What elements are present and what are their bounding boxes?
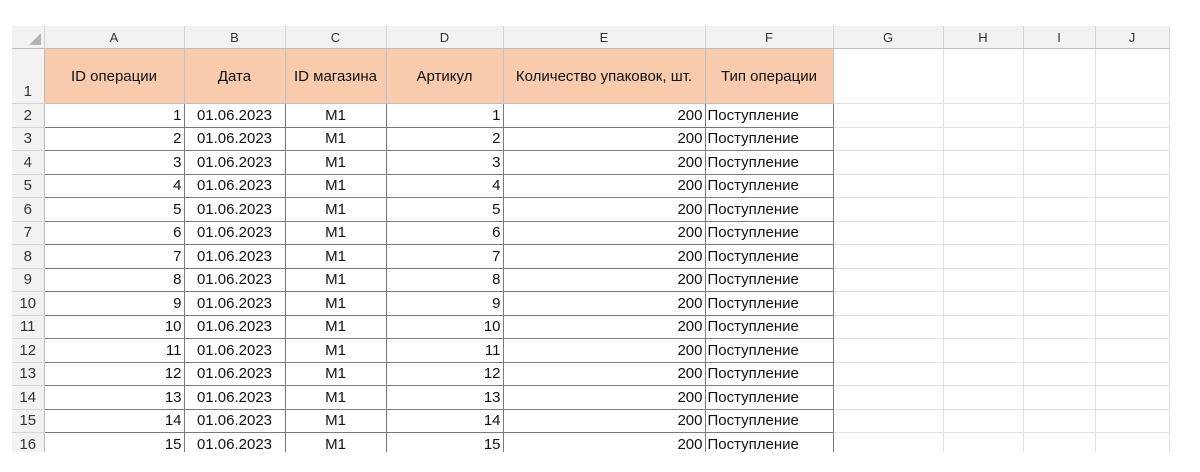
empty-cell[interactable] bbox=[943, 127, 1023, 151]
cell-date[interactable]: 01.06.2023 bbox=[184, 386, 285, 410]
empty-cell[interactable] bbox=[1023, 433, 1095, 453]
row-header[interactable]: 10 bbox=[12, 292, 44, 316]
column-header-h[interactable]: H bbox=[943, 26, 1023, 49]
empty-cell[interactable] bbox=[833, 268, 943, 292]
column-header-c[interactable]: C bbox=[285, 26, 386, 49]
table-row bbox=[12, 198, 1169, 222]
cell-quantity[interactable]: 200 bbox=[503, 221, 705, 245]
empty-cell[interactable] bbox=[1095, 409, 1169, 433]
empty-cell[interactable] bbox=[1023, 268, 1095, 292]
cell-article[interactable]: 4 bbox=[386, 174, 503, 198]
table-row bbox=[12, 339, 1169, 363]
cell-quantity[interactable]: 200 bbox=[503, 151, 705, 175]
cell-operation-type[interactable]: Поступление bbox=[705, 245, 833, 269]
cell-operation-type[interactable]: Поступление bbox=[705, 386, 833, 410]
cell-article[interactable]: 1 bbox=[386, 104, 503, 128]
empty-cell[interactable] bbox=[833, 127, 943, 151]
empty-cell[interactable] bbox=[1095, 221, 1169, 245]
cell-operation-id[interactable]: 6 bbox=[44, 221, 184, 245]
cell-operation-type[interactable]: Поступление bbox=[705, 221, 833, 245]
empty-cell[interactable] bbox=[943, 339, 1023, 363]
cell-date[interactable]: 01.06.2023 bbox=[184, 292, 285, 316]
empty-cell[interactable] bbox=[1095, 174, 1169, 198]
cell-store-id[interactable]: M1 bbox=[285, 362, 386, 386]
cell-date[interactable]: 01.06.2023 bbox=[184, 104, 285, 128]
row-header[interactable]: 16 bbox=[12, 433, 44, 453]
cell-operation-type[interactable]: Поступление bbox=[705, 315, 833, 339]
empty-cell[interactable] bbox=[943, 292, 1023, 316]
cell-article[interactable]: 9 bbox=[386, 292, 503, 316]
empty-cell[interactable] bbox=[1023, 362, 1095, 386]
empty-cell[interactable] bbox=[1023, 339, 1095, 363]
empty-cell[interactable] bbox=[943, 104, 1023, 128]
select-all-button[interactable] bbox=[12, 26, 44, 49]
empty-cell[interactable] bbox=[1095, 127, 1169, 151]
table-row bbox=[12, 245, 1169, 269]
cell-date[interactable]: 01.06.2023 bbox=[184, 268, 285, 292]
empty-cell[interactable] bbox=[833, 433, 943, 453]
cell-date[interactable]: 01.06.2023 bbox=[184, 198, 285, 222]
empty-cell[interactable] bbox=[1095, 268, 1169, 292]
row-header[interactable]: 7 bbox=[12, 221, 44, 245]
empty-cell[interactable] bbox=[1023, 409, 1095, 433]
cell-quantity[interactable]: 200 bbox=[503, 245, 705, 269]
cell-store-id[interactable]: M1 bbox=[285, 104, 386, 128]
empty-cell[interactable] bbox=[833, 339, 943, 363]
cell-date[interactable]: 01.06.2023 bbox=[184, 174, 285, 198]
empty-cell[interactable] bbox=[1023, 151, 1095, 175]
empty-cell[interactable] bbox=[1023, 386, 1095, 410]
table-row bbox=[12, 221, 1169, 245]
cell-operation-id[interactable]: 15 bbox=[44, 433, 184, 453]
cell-store-id[interactable]: M1 bbox=[285, 151, 386, 175]
empty-cell[interactable] bbox=[1095, 315, 1169, 339]
table-row bbox=[12, 315, 1169, 339]
empty-cell[interactable] bbox=[1095, 49, 1169, 104]
row-header[interactable]: 15 bbox=[12, 409, 44, 433]
header-cell-id[interactable]: ID операции bbox=[44, 49, 184, 104]
empty-cell[interactable] bbox=[833, 315, 943, 339]
cell-operation-id[interactable]: 5 bbox=[44, 198, 184, 222]
empty-cell[interactable] bbox=[833, 104, 943, 128]
row-header[interactable]: 3 bbox=[12, 127, 44, 151]
row-header[interactable]: 8 bbox=[12, 245, 44, 269]
cell-operation-id[interactable]: 10 bbox=[44, 315, 184, 339]
column-header-e[interactable]: E bbox=[503, 26, 705, 49]
cell-operation-id[interactable]: 4 bbox=[44, 174, 184, 198]
empty-cell[interactable] bbox=[1095, 339, 1169, 363]
column-header-i[interactable]: I bbox=[1023, 26, 1095, 49]
cell-date[interactable]: 01.06.2023 bbox=[184, 409, 285, 433]
empty-cell[interactable] bbox=[1095, 292, 1169, 316]
empty-cell[interactable] bbox=[833, 386, 943, 410]
empty-cell[interactable] bbox=[833, 174, 943, 198]
cell-operation-type[interactable]: Поступление bbox=[705, 151, 833, 175]
empty-cell[interactable] bbox=[943, 409, 1023, 433]
header-cell-type[interactable]: Тип операции bbox=[705, 49, 833, 104]
empty-cell[interactable] bbox=[1095, 433, 1169, 453]
cell-operation-type[interactable]: Поступление bbox=[705, 127, 833, 151]
header-cell-date[interactable]: Дата bbox=[184, 49, 285, 104]
cell-operation-id[interactable]: 14 bbox=[44, 409, 184, 433]
cell-operation-id[interactable]: 7 bbox=[44, 245, 184, 269]
cell-article[interactable]: 8 bbox=[386, 268, 503, 292]
row-header[interactable]: 1 bbox=[12, 49, 44, 104]
table-row bbox=[12, 362, 1169, 386]
empty-cell[interactable] bbox=[833, 198, 943, 222]
select-all-icon bbox=[29, 33, 41, 45]
cell-store-id[interactable]: M1 bbox=[285, 409, 386, 433]
empty-cell[interactable] bbox=[833, 245, 943, 269]
row-header[interactable]: 4 bbox=[12, 151, 44, 175]
table-header-row bbox=[12, 49, 1169, 104]
empty-cell[interactable] bbox=[1023, 174, 1095, 198]
cell-operation-type[interactable]: Поступление bbox=[705, 362, 833, 386]
empty-cell[interactable] bbox=[943, 221, 1023, 245]
cell-store-id[interactable]: M1 bbox=[285, 268, 386, 292]
cell-store-id[interactable]: M1 bbox=[285, 339, 386, 363]
empty-cell[interactable] bbox=[943, 433, 1023, 453]
empty-cell[interactable] bbox=[1023, 49, 1095, 104]
empty-cell[interactable] bbox=[1095, 362, 1169, 386]
cell-article[interactable]: 6 bbox=[386, 221, 503, 245]
cell-operation-type[interactable]: Поступление bbox=[705, 292, 833, 316]
table-row bbox=[12, 151, 1169, 175]
cell-article[interactable]: 15 bbox=[386, 433, 503, 453]
table-row bbox=[12, 174, 1169, 198]
cell-operation-type[interactable]: Поступление bbox=[705, 433, 833, 453]
cell-date[interactable]: 01.06.2023 bbox=[184, 151, 285, 175]
column-header-f[interactable]: F bbox=[705, 26, 833, 49]
row-header[interactable]: 9 bbox=[12, 268, 44, 292]
row-header[interactable]: 11 bbox=[12, 315, 44, 339]
header-cell-qty[interactable]: Количество упаковок, шт. bbox=[503, 49, 705, 104]
row-header[interactable]: 5 bbox=[12, 174, 44, 198]
empty-cell[interactable] bbox=[1023, 104, 1095, 128]
cell-date[interactable]: 01.06.2023 bbox=[184, 127, 285, 151]
cell-quantity[interactable]: 200 bbox=[503, 362, 705, 386]
empty-cell[interactable] bbox=[943, 362, 1023, 386]
row-header[interactable]: 2 bbox=[12, 104, 44, 128]
empty-cell[interactable] bbox=[943, 151, 1023, 175]
cell-operation-id[interactable]: 12 bbox=[44, 362, 184, 386]
cell-article[interactable]: 11 bbox=[386, 339, 503, 363]
cell-store-id[interactable]: M1 bbox=[285, 386, 386, 410]
empty-cell[interactable] bbox=[1095, 245, 1169, 269]
empty-cell[interactable] bbox=[833, 49, 943, 104]
empty-cell[interactable] bbox=[943, 49, 1023, 104]
column-header-j[interactable]: J bbox=[1095, 26, 1169, 49]
table-row bbox=[12, 292, 1169, 316]
empty-cell[interactable] bbox=[1095, 386, 1169, 410]
empty-cell[interactable] bbox=[943, 268, 1023, 292]
empty-cell[interactable] bbox=[1023, 292, 1095, 316]
cell-quantity[interactable]: 200 bbox=[503, 315, 705, 339]
empty-cell[interactable] bbox=[1095, 198, 1169, 222]
empty-cell[interactable] bbox=[1023, 221, 1095, 245]
header-cell-article[interactable]: Артикул bbox=[386, 49, 503, 104]
cell-date[interactable]: 01.06.2023 bbox=[184, 433, 285, 453]
cell-quantity[interactable]: 200 bbox=[503, 409, 705, 433]
cell-operation-id[interactable]: 3 bbox=[44, 151, 184, 175]
cell-article[interactable]: 5 bbox=[386, 198, 503, 222]
cell-article[interactable]: 7 bbox=[386, 245, 503, 269]
cell-operation-type[interactable]: Поступление bbox=[705, 174, 833, 198]
cell-quantity[interactable]: 200 bbox=[503, 174, 705, 198]
cell-store-id[interactable]: M1 bbox=[285, 221, 386, 245]
worksheet-table bbox=[12, 26, 1170, 452]
cell-quantity[interactable]: 200 bbox=[503, 386, 705, 410]
table-row bbox=[12, 104, 1169, 128]
column-header-row bbox=[12, 26, 1169, 49]
empty-cell[interactable] bbox=[1095, 151, 1169, 175]
cell-date[interactable]: 01.06.2023 bbox=[184, 245, 285, 269]
cell-date[interactable]: 01.06.2023 bbox=[184, 362, 285, 386]
cell-operation-id[interactable]: 9 bbox=[44, 292, 184, 316]
cell-store-id[interactable]: M1 bbox=[285, 174, 386, 198]
empty-cell[interactable] bbox=[943, 245, 1023, 269]
cell-operation-type[interactable]: Поступление bbox=[705, 339, 833, 363]
cell-store-id[interactable]: M1 bbox=[285, 127, 386, 151]
cell-store-id[interactable]: M1 bbox=[285, 292, 386, 316]
table-row bbox=[12, 433, 1169, 453]
cell-operation-id[interactable]: 1 bbox=[44, 104, 184, 128]
cell-article[interactable]: 3 bbox=[386, 151, 503, 175]
cell-operation-id[interactable]: 8 bbox=[44, 268, 184, 292]
spreadsheet-grid bbox=[12, 26, 1188, 452]
empty-cell[interactable] bbox=[1023, 198, 1095, 222]
cell-store-id[interactable]: M1 bbox=[285, 198, 386, 222]
cell-operation-id[interactable]: 2 bbox=[44, 127, 184, 151]
empty-cell[interactable] bbox=[1023, 315, 1095, 339]
empty-cell[interactable] bbox=[833, 221, 943, 245]
empty-cell[interactable] bbox=[1023, 245, 1095, 269]
cell-operation-type[interactable]: Поступление bbox=[705, 409, 833, 433]
empty-cell[interactable] bbox=[943, 315, 1023, 339]
table-row bbox=[12, 409, 1169, 433]
empty-cell[interactable] bbox=[833, 409, 943, 433]
column-header-b[interactable]: B bbox=[184, 26, 285, 49]
cell-store-id[interactable]: M1 bbox=[285, 315, 386, 339]
cell-operation-type[interactable]: Поступление bbox=[705, 268, 833, 292]
cell-quantity[interactable]: 200 bbox=[503, 339, 705, 363]
empty-cell[interactable] bbox=[943, 198, 1023, 222]
cell-store-id[interactable]: M1 bbox=[285, 245, 386, 269]
cell-quantity[interactable]: 200 bbox=[503, 104, 705, 128]
column-header-g[interactable]: G bbox=[833, 26, 943, 49]
empty-cell[interactable] bbox=[833, 292, 943, 316]
cell-article[interactable]: 12 bbox=[386, 362, 503, 386]
cell-quantity[interactable]: 200 bbox=[503, 268, 705, 292]
row-header[interactable]: 13 bbox=[12, 362, 44, 386]
cell-article[interactable]: 13 bbox=[386, 386, 503, 410]
cell-operation-id[interactable]: 13 bbox=[44, 386, 184, 410]
cell-date[interactable]: 01.06.2023 bbox=[184, 221, 285, 245]
empty-cell[interactable] bbox=[943, 386, 1023, 410]
table-row bbox=[12, 127, 1169, 151]
cell-article[interactable]: 10 bbox=[386, 315, 503, 339]
cell-quantity[interactable]: 200 bbox=[503, 127, 705, 151]
cell-article[interactable]: 14 bbox=[386, 409, 503, 433]
cell-quantity[interactable]: 200 bbox=[503, 198, 705, 222]
header-cell-store[interactable]: ID магазина bbox=[285, 49, 386, 104]
cell-operation-type[interactable]: Поступление bbox=[705, 198, 833, 222]
cell-date[interactable]: 01.06.2023 bbox=[184, 315, 285, 339]
column-header-d[interactable]: D bbox=[386, 26, 503, 49]
empty-cell[interactable] bbox=[1095, 104, 1169, 128]
row-header[interactable]: 14 bbox=[12, 386, 44, 410]
cell-store-id[interactable]: M1 bbox=[285, 433, 386, 453]
table-row bbox=[12, 268, 1169, 292]
cell-operation-id[interactable]: 11 bbox=[44, 339, 184, 363]
table-row bbox=[12, 386, 1169, 410]
cell-article[interactable]: 2 bbox=[386, 127, 503, 151]
cell-date[interactable]: 01.06.2023 bbox=[184, 339, 285, 363]
column-header-a[interactable]: A bbox=[44, 26, 184, 49]
cell-quantity[interactable]: 200 bbox=[503, 292, 705, 316]
empty-cell[interactable] bbox=[1023, 127, 1095, 151]
row-header[interactable]: 6 bbox=[12, 198, 44, 222]
empty-cell[interactable] bbox=[943, 174, 1023, 198]
row-header[interactable]: 12 bbox=[12, 339, 44, 363]
empty-cell[interactable] bbox=[833, 151, 943, 175]
cell-quantity[interactable]: 200 bbox=[503, 433, 705, 453]
cell-operation-type[interactable]: Поступление bbox=[705, 104, 833, 128]
empty-cell[interactable] bbox=[833, 362, 943, 386]
